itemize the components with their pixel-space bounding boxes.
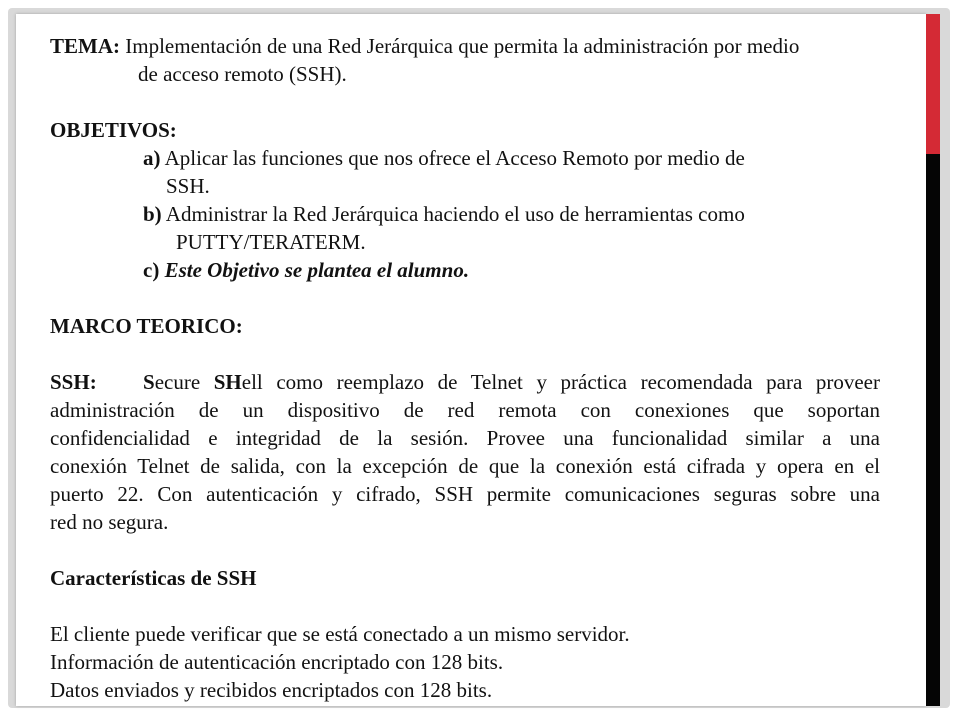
objetivos-heading: OBJETIVOS: [50, 118, 177, 142]
caracteristica-item-3: Datos enviados y recibidos encriptados con 128 bits. [50, 678, 493, 702]
ssh-label: SSH: [50, 370, 97, 394]
ssh-line-4: conexión Telnet de salida, con la excepción de que la conexión está cifrada y opera en el [50, 454, 880, 478]
caracteristicas-heading: Características de SSH [50, 566, 257, 590]
ssh-line-2: administración de un dispositivo de red remota con conexiones que soportan [50, 398, 880, 422]
ssh-line-6: red no segura. [50, 510, 169, 534]
objetivo-b-line-1 [50, 200, 880, 228]
objetivo-c-text: Este Objetivo se plantea el alumno. [159, 258, 470, 282]
tema-label: TEMA: [50, 34, 120, 58]
accent-side-bar [926, 14, 940, 706]
objetivo-a-marker: a) [143, 146, 161, 170]
objetivo-a-line-2: SSH. [166, 174, 210, 198]
objetivo-a-text: Aplicar las funciones que nos ofrece el Acceso Remoto por medio de [160, 146, 745, 170]
document-content [50, 32, 880, 704]
caracteristica-item-2: Información de autenticación encriptado con 128 bits. [50, 650, 504, 674]
objetivo-b-marker: b) [143, 202, 162, 226]
objetivo-b-line-2: PUTTY/TERATERM. [176, 230, 366, 254]
ssh-paragraph [50, 368, 880, 536]
objetivo-a-line-1 [50, 144, 880, 172]
marco-teorico-heading: MARCO TEORICO: [50, 314, 243, 338]
accent-red-segment [926, 14, 940, 154]
tema-line-2: de acceso remoto (SSH). [138, 62, 347, 86]
objetivo-c-marker: c) [143, 258, 160, 282]
tema-text: Implementación de una Red Jerárquica que permita la administración por medio [120, 34, 800, 58]
tema-line-1 [50, 32, 880, 60]
caracteristica-item-1: El cliente puede verificar que se está conectado a un mismo servidor. [50, 622, 630, 646]
objetivo-c-line [50, 256, 880, 284]
objetivo-b-text: Administrar la Red Jerárquica haciendo el uso de herramientas como [161, 202, 745, 226]
ssh-line-1: SSH: Secure SHell como reemplazo de Telnet y práctica recomendada para proveer [50, 370, 880, 394]
accent-black-segment [926, 154, 940, 706]
ssh-line-5: puerto 22. Con autenticación y cifrado, SSH permite comunicaciones seguras sobre una [50, 482, 880, 506]
ssh-line-3: confidencialidad e integridad de la sesión. Provee una funcionalidad similar a una [50, 426, 880, 450]
